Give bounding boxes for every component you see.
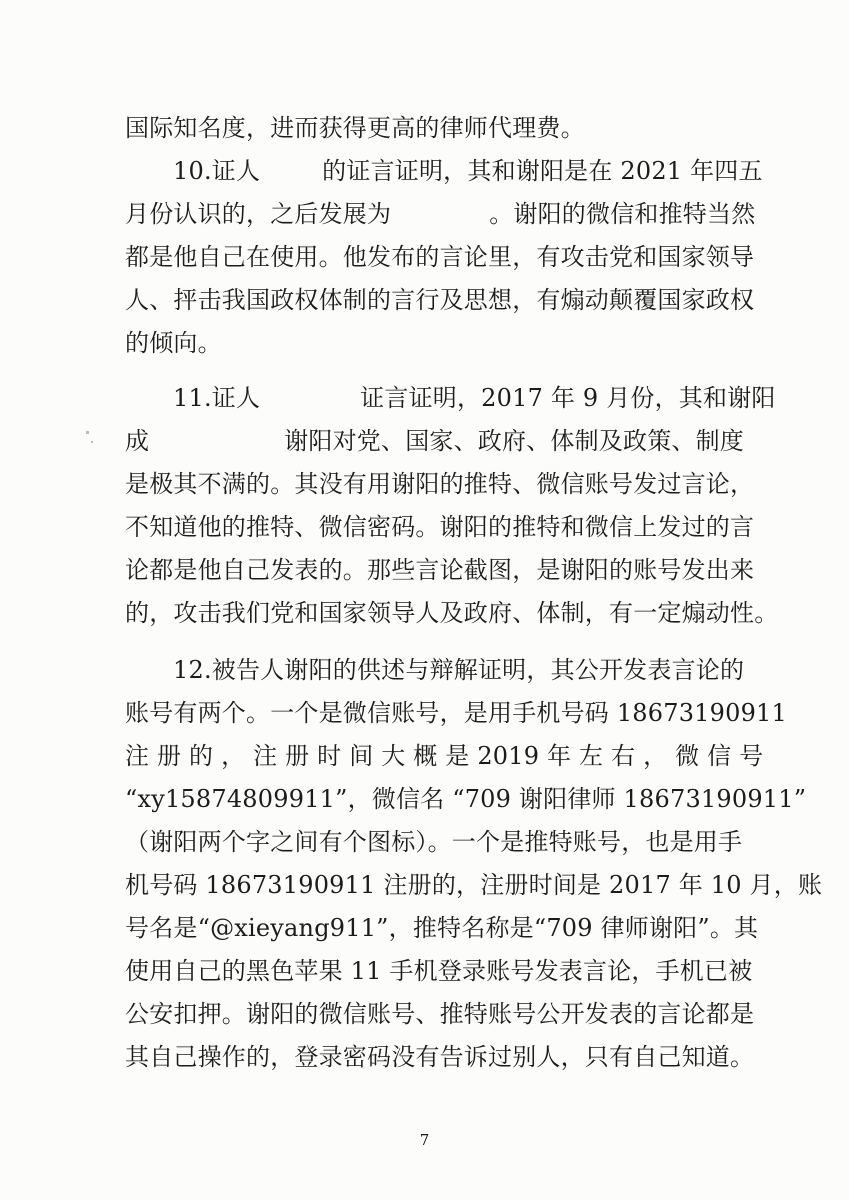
text-line: 账号有两个。一个是微信账号，是用手机号码 18673190911 — [125, 699, 787, 727]
text-line: 不知道他的推特、微信密码。谢阳的推特和微信上发过的言 — [125, 513, 755, 541]
text-line: 的，攻击我们党和国家领导人及政府、体制，有一定煽动性。 — [125, 599, 779, 627]
text-line: 人、抨击我国政权体制的言行及思想，有煽动颠覆国家政权 — [125, 286, 755, 314]
text-segment: 的证言证明，其和谢阳是在 2021 年四五 — [322, 157, 763, 185]
text-segment: 月份认识的，之后发展为 — [125, 200, 392, 228]
redaction-blank — [260, 157, 322, 183]
scan-speck — [91, 441, 93, 443]
text-line: 国际知名度，进而获得更高的律师代理费。 — [125, 114, 585, 142]
text-line: 是极其不满的。其没有用谢阳的推特、微信账号发过言论， — [125, 470, 755, 498]
text-line: 注 册 的 ， 注 册 时 间 大 概 是 2019 年 左 右 ， 微 信 号 — [125, 742, 764, 770]
text-line — [173, 383, 776, 413]
redaction-blank — [260, 384, 360, 410]
page-number: 7 — [419, 1131, 430, 1149]
redaction-blank — [149, 427, 284, 453]
text-line: 机号码 18673190911 注册的，注册时间是 2017 年 10 月，账 — [125, 871, 823, 899]
text-line: 都是他自己在使用。他发布的言论里，有攻击党和国家领导 — [125, 243, 755, 271]
text-line — [125, 426, 745, 456]
text-line: 的倾向。 — [125, 329, 222, 357]
text-line: 公安扣押。谢阳的微信账号、推特账号公开发表的言论都是 — [125, 1000, 755, 1028]
text-line: （谢阳两个字之间有个图标）。一个是推特账号，也是用手 — [125, 828, 743, 856]
text-line: 其自己操作的，登录密码没有告诉过别人，只有自己知道。 — [125, 1043, 755, 1071]
redaction-blank — [391, 200, 489, 226]
text-line: 使用自己的黑色苹果 11 手机登录账号发表言论，手机已被 — [125, 957, 753, 985]
text-line: 论都是他自己发表的。那些言论截图，是谢阳的账号发出来 — [125, 556, 755, 584]
text-segment: 11.证人 — [173, 384, 261, 412]
text-segment: 谢阳对党、国家、政府、体制及政策、制度 — [284, 427, 745, 455]
text-segment: 10.证人 — [173, 157, 261, 185]
scan-speck — [86, 431, 89, 434]
text-segment: 证言证明，2017 年 9 月份，其和谢阳 — [360, 384, 776, 412]
text-line — [173, 156, 763, 186]
text-line — [125, 199, 756, 229]
text-segment: 。谢阳的微信和推特当然 — [489, 200, 756, 228]
text-line: 12.被告人谢阳的供述与辩解证明，其公开发表言论的 — [173, 656, 745, 684]
text-segment: 成 — [125, 427, 150, 455]
text-line: “xy15874809911”，微信名 “709 谢阳律师 18673190911” — [125, 785, 807, 813]
text-line: 号名是“@xieyang911”，推特名称是“709 律师谢阳”。其 — [125, 914, 759, 942]
